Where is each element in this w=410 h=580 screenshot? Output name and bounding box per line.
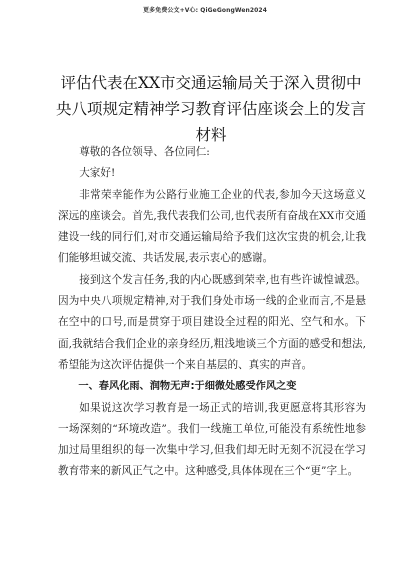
body-paragraph: 接到这个发言任务,我的内心既感到荣幸,也有些许诚惶诚恐。因为中央八项规定精神,对于我们身处市场一线的企业而言,不是悬在空中的口号,而是贯穿于项目建设全过程的阳光、空气和水。下面,我就结合我们企业的亲身经历,粗浅地谈三个方面的感受和想法,希望能为这次评估提供一个来自基层的、真实的声音。	[58, 273, 366, 371]
document-body	[58, 142, 366, 483]
header-note: 更多免费公文+V心: QiGeGongWen2024	[143, 7, 267, 14]
section-paragraph: 如果说这次学习教育是一场正式的培训,我更愿意将其形容为一场深刻的“环境改造”。我们一线施工单位,可能没有系统性地参加过局里组织的每一次集中学习,但我们却无时无刻不沉浸在学习教育带来的新风正气之中。这种感受,具体体现在三个“更”字上。	[58, 401, 366, 478]
section-heading: 一、春风化雨、润物无声:于细微处感受作风之变	[78, 381, 297, 393]
body-paragraph: 非常荣幸能作为公路行业施工企业的代表,参加今天这场意义深远的座谈会。首先,我代表我们公司,也代表所有奋战在XX市交通建设一线的同行们,对市交通运输局给予我们这次宝贵的机会,让我们能够坦诚交流、共话发展,表示衷心的感谢。	[58, 188, 366, 265]
greeting: 大家好!	[79, 167, 116, 180]
salutation: 尊敬的各位领导、各位同仁:	[79, 146, 210, 158]
document-title: 评估代表在XX市交通运输局关于深入贯彻中央八项规定精神学习教育评估座谈会上的发言材料	[55, 74, 366, 144]
